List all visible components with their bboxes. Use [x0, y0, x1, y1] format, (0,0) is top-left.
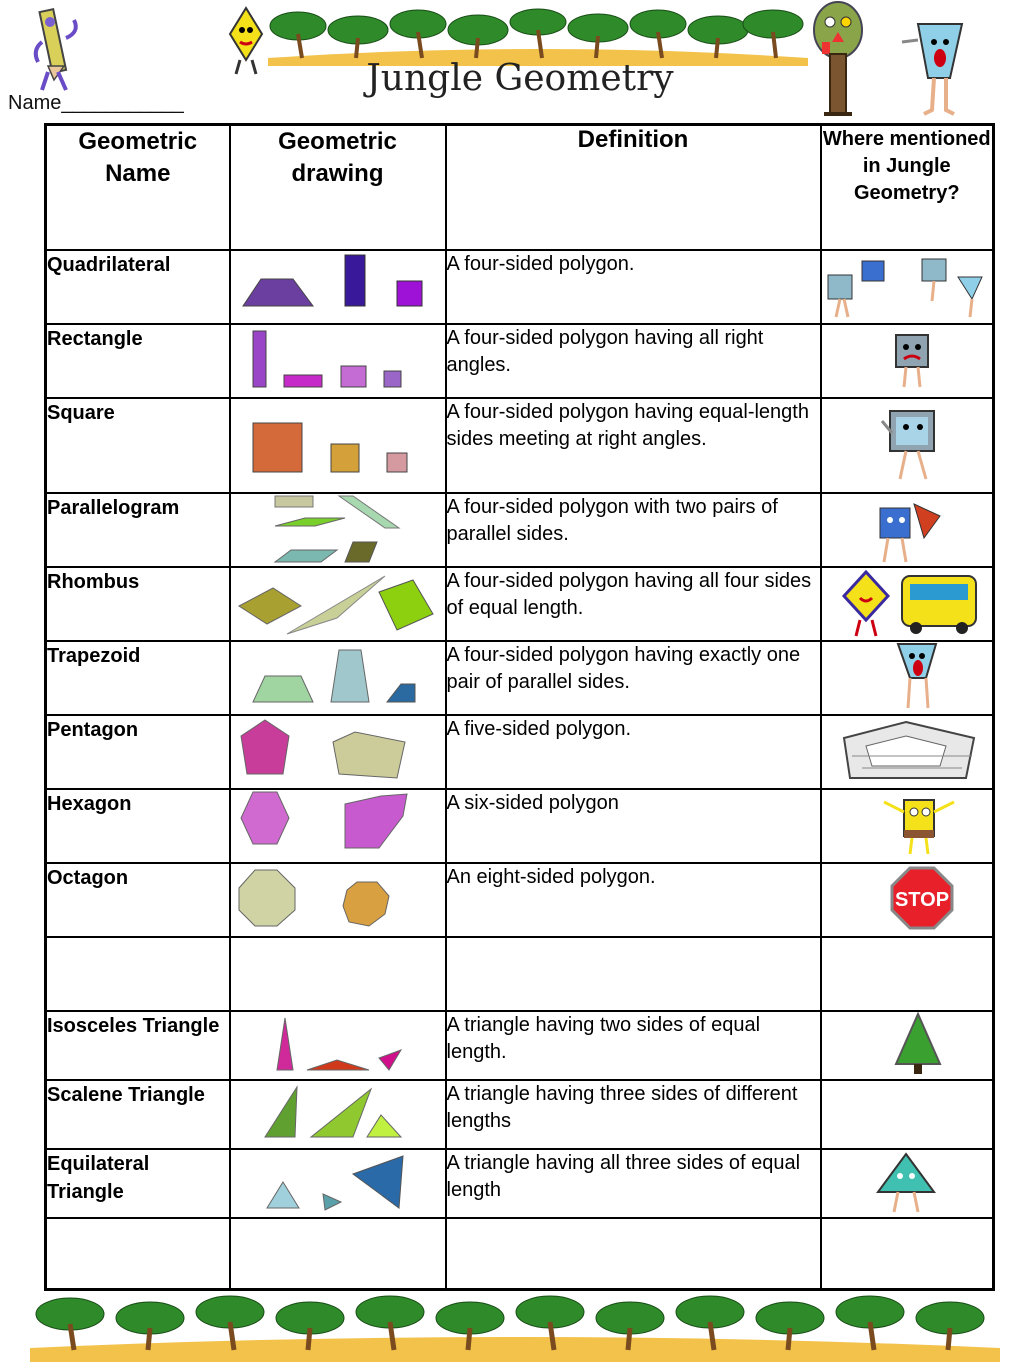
- column-header-definition: Definition: [446, 125, 821, 250]
- row-definition: A four-sided polygon with two pairs of parallel sides.: [446, 493, 821, 567]
- where-rhombus: [821, 567, 994, 641]
- name-field[interactable]: Name___________: [8, 92, 184, 114]
- row-name: [46, 1218, 230, 1290]
- drawing-pentagon: [230, 715, 446, 789]
- row-name: Trapezoid: [46, 641, 230, 715]
- geometry-table: [44, 123, 995, 1291]
- row-name: Square: [46, 398, 230, 493]
- tree-icon: [822, 1012, 992, 1079]
- where-isosceles-triangle: [821, 1011, 994, 1080]
- drawing-square: [230, 398, 446, 493]
- row-definition: An eight-sided polygon.: [446, 863, 821, 937]
- row-definition: A four-sided polygon having all four sides of equal length.: [446, 567, 821, 641]
- drawing-empty: [230, 1218, 446, 1290]
- drawing-rectangle: [230, 324, 446, 398]
- where-empty: [821, 937, 994, 1011]
- pencil-character-icon: [28, 2, 84, 94]
- stop-sign-icon: [822, 864, 992, 936]
- drawing-trapezoid: [230, 641, 446, 715]
- tree-character-icon: [808, 0, 870, 124]
- row-name: [46, 937, 230, 1011]
- row-name: Scalene Triangle: [46, 1080, 230, 1149]
- drawing-hexagon: [230, 789, 446, 863]
- row-name: Isosceles Triangle: [46, 1011, 230, 1080]
- where-parallelogram: [821, 493, 994, 567]
- drawing-isosceles-triangle: [230, 1011, 446, 1080]
- drawing-scalene-triangle: [230, 1080, 446, 1149]
- row-name: Equilateral Triangle: [46, 1149, 230, 1218]
- where-equilateral-triangle: [821, 1149, 994, 1218]
- where-octagon: [821, 863, 994, 937]
- drawing-parallelogram: [230, 493, 446, 567]
- row-definition: [446, 1218, 821, 1290]
- triangle-character-icon: [898, 20, 972, 118]
- row-definition: A four-sided polygon.: [446, 250, 821, 324]
- column-header-name: Geometric Name: [46, 125, 230, 250]
- row-definition: A triangle having all three sides of equal length: [446, 1149, 821, 1218]
- where-empty: [821, 1218, 994, 1290]
- row-name: Rectangle: [46, 324, 230, 398]
- row-definition: A six-sided polygon: [446, 789, 821, 863]
- drawing-quadrilateral: [230, 250, 446, 324]
- page-title: Jungle Geometry: [366, 58, 674, 99]
- where-hexagon: [821, 789, 994, 863]
- row-name: Quadrilateral: [46, 250, 230, 324]
- where-scalene-triangle: [821, 1080, 994, 1149]
- svg-text:STOP: STOP: [894, 888, 949, 911]
- column-header-drawing: Geometric drawing: [230, 125, 446, 250]
- where-quadrilateral: [821, 250, 994, 324]
- drawing-empty: [230, 937, 446, 1011]
- row-definition: A five-sided polygon.: [446, 715, 821, 789]
- row-name: Pentagon: [46, 715, 230, 789]
- row-definition: [446, 937, 821, 1011]
- row-definition: A four-sided polygon having equal-length sides meeting at right angles.: [446, 398, 821, 493]
- column-header-where: Where mentioned in Jungle Geometry?: [821, 125, 994, 250]
- row-name: Hexagon: [46, 789, 230, 863]
- row-definition: A four-sided polygon having exactly one pair of parallel sides.: [446, 641, 821, 715]
- row-name: Octagon: [46, 863, 230, 937]
- jungle-trees-icon: [268, 4, 808, 66]
- jungle-trees-icon: [30, 1290, 1000, 1362]
- row-definition: A four-sided polygon having all right angles.: [446, 324, 821, 398]
- where-square: [821, 398, 994, 493]
- row-name: Parallelogram: [46, 493, 230, 567]
- drawing-rhombus: [230, 567, 446, 641]
- drawing-equilateral-triangle: [230, 1149, 446, 1218]
- drawing-octagon: [230, 863, 446, 937]
- where-rectangle: [821, 324, 994, 398]
- where-pentagon: [821, 715, 994, 789]
- row-name: Rhombus: [46, 567, 230, 641]
- where-trapezoid: [821, 641, 994, 715]
- row-definition: A triangle having two sides of equal length.: [446, 1011, 821, 1080]
- row-definition: A triangle having three sides of different lengths: [446, 1080, 821, 1149]
- diamond-character-icon: [228, 6, 268, 76]
